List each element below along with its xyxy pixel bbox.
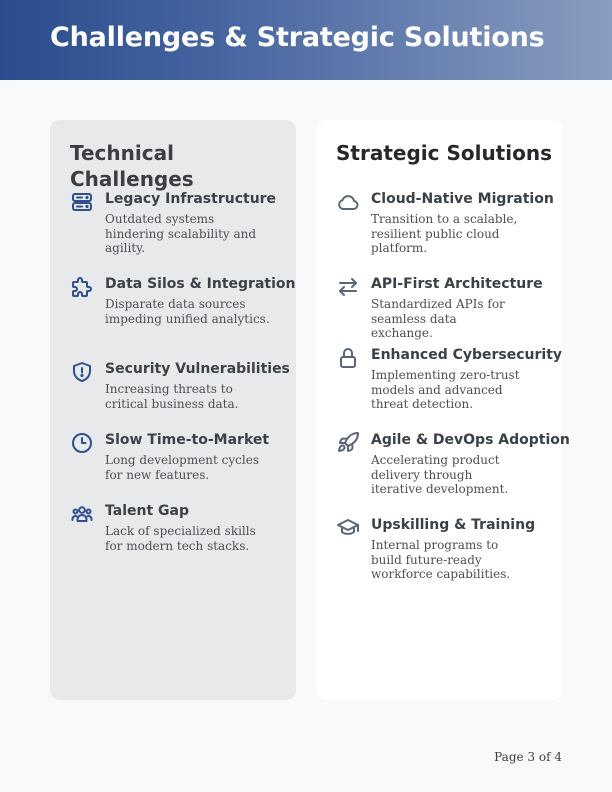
challenge-title: Talent Gap: [105, 503, 189, 519]
solution-desc: Internal programs to build future-ready workforce capabilities.: [371, 538, 511, 581]
challenge-desc: Long development cycles for new features.: [105, 453, 259, 482]
challenge-title: Legacy Infrastructure: [105, 191, 277, 207]
shield-alert-icon: [70, 360, 94, 384]
challenge-desc: Increasing threats to critical business data.: [105, 382, 239, 411]
solution-title: Cloud-Native Migration: [371, 191, 554, 207]
solution-desc: Accelerating product delivery through iterative development.: [371, 453, 509, 496]
server-icon: [70, 190, 94, 214]
solution-title: API-First Architecture: [371, 276, 543, 292]
solution-desc: Implementing zero-trust models and advanced threat detection.: [371, 368, 520, 411]
challenge-desc: Outdated systems hindering scalability and agility.: [105, 212, 257, 255]
puzzle-icon: [70, 275, 94, 299]
users-icon: [70, 502, 94, 526]
clock-icon: [70, 431, 94, 455]
challenge-desc: Lack of specialized skills for modern tech stacks.: [105, 524, 256, 553]
arrows-exchange-icon: [336, 275, 360, 299]
cloud-icon: [336, 190, 360, 214]
challenge-title: Security Vulnerabilities: [105, 361, 290, 377]
challenge-title: Slow Time-to-Market: [105, 432, 270, 448]
solutions-panel: [316, 120, 570, 700]
page-number: Page 3 of 4: [494, 750, 562, 764]
challenge-title: Data Silos & Integration: [105, 276, 296, 292]
rocket-icon: [336, 431, 360, 455]
page-title: Challenges & Strategic Solutions: [50, 22, 545, 53]
challenge-desc: Disparate data sources impeding unified analytics.: [105, 297, 270, 326]
page-header: [0, 0, 612, 80]
solutions-heading: Strategic Solutions: [336, 141, 552, 165]
graduation-cap-icon: [336, 516, 360, 540]
solution-title: Agile & DevOps Adoption: [371, 432, 570, 448]
solution-title: Enhanced Cybersecurity: [371, 347, 563, 363]
challenges-panel: [50, 120, 296, 700]
challenges-heading: Technical Challenges: [70, 141, 194, 191]
solution-desc: Standardized APIs for seamless data exchange.: [371, 297, 505, 340]
solution-desc: Transition to a scalable, resilient public cloud platform.: [371, 212, 518, 255]
lock-icon: [336, 346, 360, 370]
solution-title: Upskilling & Training: [371, 517, 536, 533]
